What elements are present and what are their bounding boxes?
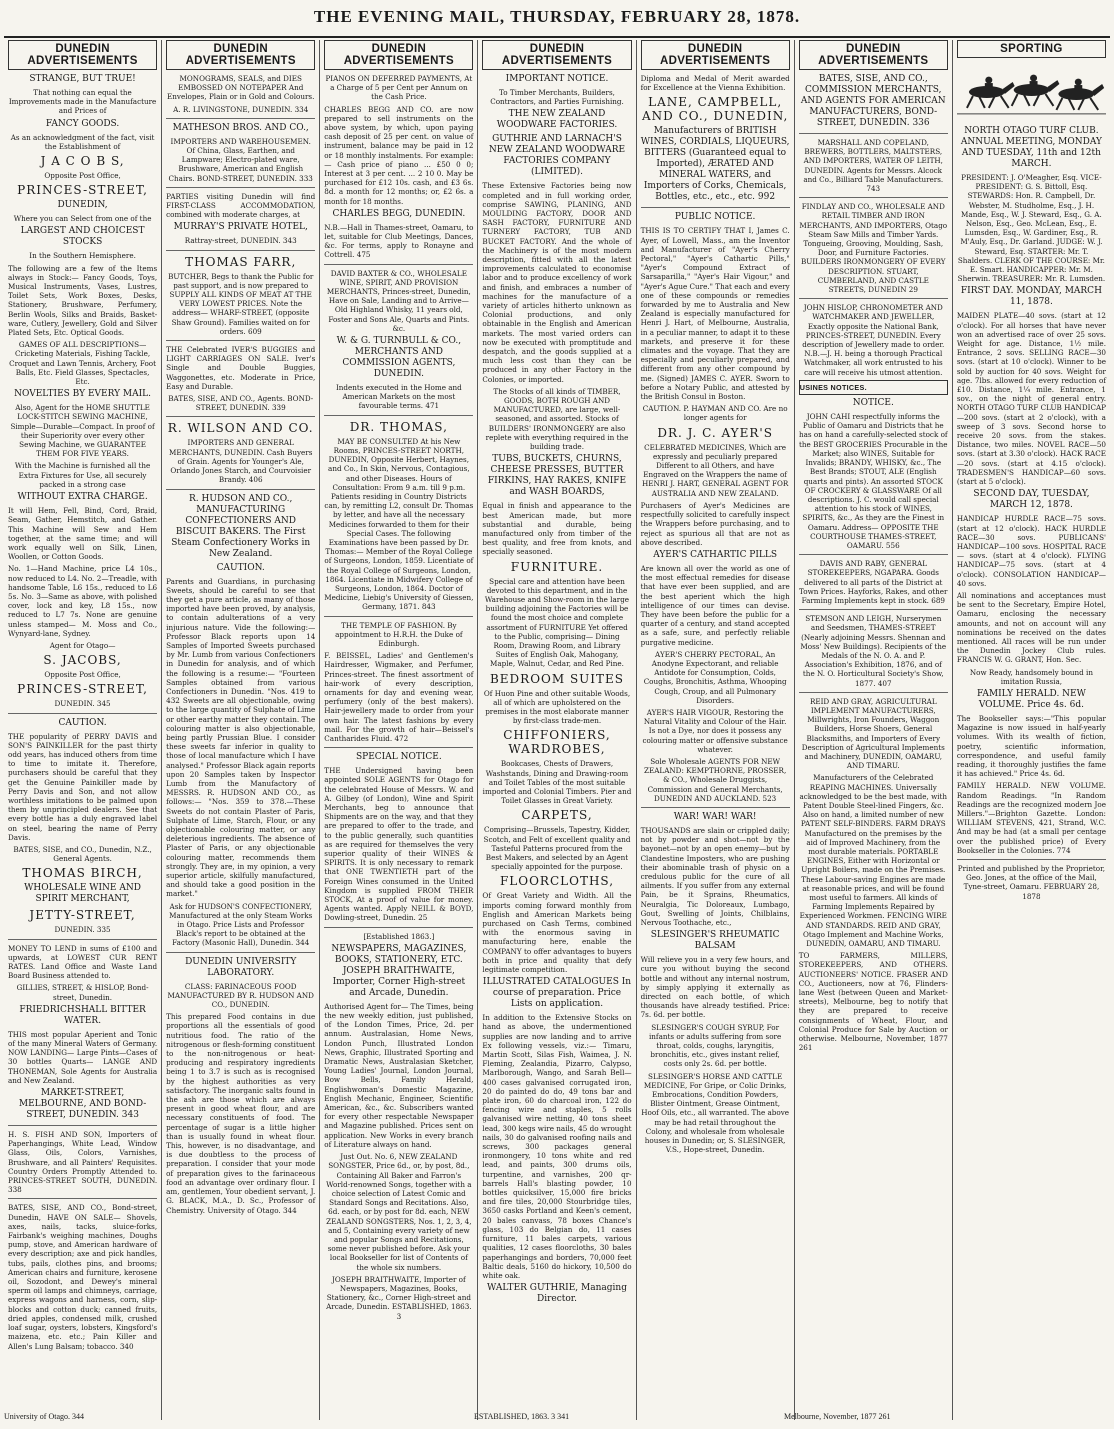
advertisement-text: NEWSPAPERS, MAGAZINES, BOOKS, STATIONERY, ETC. JOSEPH BRAITHWAITE, Importer, Corner High-street and Arcade, Dunedin.: [331, 943, 467, 998]
advertisement-text: THOUSANDS are slain or crippled daily; not by powder and shot—not by the bayonet—not by an open enemy—but by Clandestine Imposters, who are pushing their abominable trash of physic on a credulous public for the cure of all ailments. If you suffer from any external Pain, be it Sprains, Rheumatics, Neuralgia, Tic Doloreaux, Lumbago, Gout, Swelling of Joints, Chilblains, Nervous Toothache, etc.,: [640, 825, 790, 928]
advertisement-text: PRINCES-STREET,: [17, 682, 148, 697]
advertisement-text: IMPORTERS AND WAREHOUSEMEN. Of China, Glass, Earthen, and Lampware; Electro-plated ware, Brushware, American and English Chairs. BOND-STREET, DUNEDIN. 333: [168, 136, 313, 183]
advertisement-text: LANE, CAMPBELL, AND CO., DUNEDIN,: [642, 95, 789, 124]
advertisement-text: IMPORTANT NOTICE.: [505, 74, 609, 84]
advertisement-text: TUBS, BUCKETS, CHURNS, CHEESE PRESSES, BUTTER FIRKINS, HAY RAKES, KNIFE and WASH BOARDS,: [487, 454, 627, 498]
ad-divider: [324, 264, 473, 265]
advertisement-text: STEMSON AND LEIGH, Nurserymen and Seedsmen, THAMES-STREET (Nearly adjoining Messrs. Shennan and Moss' New Buildings). Recipients of the Medals of the N. O. A. and P. Association's Exhibition, 1876, and of the N. O. Horticultural Society's Show, 1877. 407: [800, 614, 947, 688]
column-header: DUNEDIN ADVERTISEMENTS: [641, 40, 790, 70]
advertisement-text: MONEY TO LEND in sums of £100 and upwards, at LOWEST CUR RENT RATES. Land Office and Waste Land Board Business attended to.: [8, 943, 158, 981]
advertisement-text: Are known all over the world as one of the most effectual remedies for disease that have ever been supplied, and are the best aperient which the high intelligence of our times can devise. They have been before the public for a quarter of a century, and stand accepted as a safe, sure, and perfectly reliable purgative medicine.: [640, 563, 790, 647]
advertisement-text: N.B.—Hall in Thames-street, Oamaru, to let, suitable for Club Meetings, Dances, &c. For terms, apply to Ronayne and Cottrell. 475: [324, 222, 474, 260]
advertisement-text: Also, Agent for the HOME SHUTTLE LOCK-STITCH SEWING MACHINE, Simple—Durable—Compact. In proof of their Superiority over every other Sewing Machine, we GUARANTEE THEM FOR FIVE YEARS.: [10, 403, 155, 459]
advertisement-text: FURNITURE.: [510, 559, 604, 574]
advertisement-text: WALTER GUTHRIE, Managing Director.: [487, 1283, 627, 1305]
ad-divider: [641, 807, 790, 808]
advertisement-text: JETTY-STREET,: [29, 908, 136, 923]
column-header: DUNEDIN ADVERTISEMENTS: [324, 40, 473, 70]
advertisement-text: PARTIES visiting Dunedin will find FIRST-CLASS ACCOMMODATION, combined with moderate charges, at: [166, 191, 316, 220]
advertisement-text: The Bookseller says:—"This popular Magazine is now issued in half-yearly volumes. With its wealth of fiction, poetry, scientific information, correspondence, and useful family reading, it thoroughly justifies the fame it has achieved." Price 4s. 6d.: [956, 713, 1106, 779]
masthead: THE EVENING MAIL, THURSDAY, FEBRUARY 28, 1878.: [313, 7, 801, 26]
advertisement-text: DR. THOMAS,: [349, 419, 448, 434]
masthead-rule: [4, 36, 1110, 38]
advertisement-text: Of Huon Pine and other suitable Woods, all of which are upholstered on the premises in the most elaborate manner by first-class trade-men.: [483, 688, 631, 726]
advertisement-text: REID AND GRAY, AGRICULTURAL IMPLEMENT MANUFACTURERS, Millwrights, Iron Founders, Waggon Builders, Horse Shoers, General Blacksmiths, and Importers of Every Description of Agricultural Implements and Machinery, DUNEDIN, OAMARU, AND TIMARU.: [801, 696, 945, 771]
footer-left: University of Otago. 344: [4, 1412, 84, 1421]
advertisement-text: JOSEPH BRAITHWAITE, Importer of Newspapers, Magazines, Books, Stationery, &c., Corner High-street and Arcade, Dunedin. ESTABLISHED, 1863. 3: [326, 1274, 472, 1321]
advertisement-text: FAMILY HERALD. NEW VOLUME. Random Readings. "In Random Readings are the recognized modern Joe Millers."—Brighton Gazette. London: WILLIAM STEVENS, 421, Strand, W.C. And may be had (at a small per centage over the published price) of Every Bookseller in the Colonies. 774: [956, 781, 1106, 855]
advertisement-text: WAR! WAR! WAR!: [673, 811, 757, 822]
advertisement-text: SECOND DAY, TUESDAY, MARCH 12, 1878.: [973, 489, 1090, 511]
column-7: [953, 40, 1110, 1420]
advertisement-text: THE Celebrated IVER'S BUGGIES and LIGHT CARRIAGES ON SALE. Iver's Single and Double Buggies, Waggonettes, etc. Moderate in Price, Easy and Durable.: [166, 345, 316, 391]
ad-divider: [799, 298, 948, 299]
advertisement-text: THIS most popular Aperient and Tonic of the many Mineral Waters of Germany. NOW LANDING— Large Pints—Cases of 30 bottles Quarts— LANGE AND THONEMAN, Sole Agents for Australia and New Zealand.: [8, 1029, 158, 1085]
column-header: DUNEDIN ADVERTISEMENTS: [8, 40, 157, 70]
advertisement-text: As an acknowledgment of the fact, visit the Establishment of: [10, 132, 155, 151]
advertisement-text: FINDLAY AND CO., WHOLESALE AND RETAIL TIMBER AND IRON MERCHANTS, AND IMPORTERS, Otago Steam Saw Mills and Timber Yards. Tongueing, Grooving, Moulding, Sash, Door, and Furniture Factories. BUILDERS IRONMONGERY OF EVERY DESCRIPTION. STUART, CUMBERLAND, AND CASTLE STREETS, DUNEDIN 29: [799, 202, 948, 295]
advertisement-text: DAVIS AND RABY, GENERAL STOREKEEPERS, NGAPARA. Goods delivered to all parts of the District at Town Prices. Hayforks, Rakes, and other Farming Implements kept in stock. 689: [799, 559, 948, 605]
advertisement-text: R. WILSON AND CO.: [167, 421, 314, 436]
advertisement-text: No. 1—Hand Machine, price L4 10s., now reduced to L4. No. 2—Treadle, with handsome Table, L6 15s., reduced to L6 5s. No. 3—Same as above, with polished cover, lock and key, L8 15s., now reduced to L7 7s. None are genuine unless stamped— M. Moss and Co., Wynyard-lane, Sydney.: [8, 564, 158, 638]
advertisement-text: FLOORCLOTHS,: [499, 874, 615, 889]
columns: [4, 40, 1110, 1420]
advertisement-text: This prepared Food contains in due proportions all the essentials of good nutritious food. The ratio of the nitrogenous or flesh-forming constituent to the non-nitrogenous or heat-producing and respiratory ingredients being 1 to 3.7 is such as is recognised by the highest authorities as very satisfactory. The inorganic salts found in the ash are those which are always present in good wheat flour, and are necessary constituents of food. The percentage of sugar is a little higher than is usually found in wheat flour. This, however, is no disadvantage, and is due doubtless to the process of preparation. I consider that your mode of preparation gives to the farinaceous food an advantage over ordinary flour. I am, gentlemen, Your obedient servant, J. G. BLACK, M.A., D. Sc., Professor of Chemistry. University of Otago. 344: [166, 1012, 316, 1215]
advertisement-text: BATES, SISE, AND CO., Bond-street, Dunedin, HAVE ON SALE— Shovels, axes, nails, tacks, sluice-forks, Fairbank's weighing machines, Doughs pump, stove, and American hardware of every description; axe and pick handles, tubs, pails, clothes pins, and brooms; American chairs and furniture, kerosene oil, Sozodont, and Dewey's mineral sperm oil lamps and chimneys, carriage, express wagons and harness, corn, slip-blocks and cotton duck; canned fruits, dried apples, condensed milk, crushed loaf sugar, oysters, lobsters, Kingsford's maizena, etc. etc.; Pain Killer and Allen's Lung Balsam; tobacco. 340: [8, 1203, 158, 1351]
advertisement-text: Just Out. No. 6, NEW ZEALAND SONGSTER, Price 6d., or, by post, 8d., Containing All Baker and Farron's World-renowned Songs, together with a choice selection of Latest Comic and Standard Songs and Recitations. Also, 6d. each, or by post for 8d. each, NEW ZEALAND SONGSTERS, Nos. 1, 2, 3, 4, and 5, Containing every variety of new and popular Songs and Recitations, some never published before. Ask your local Bookseller for list of Contents of the whole six numbers.: [326, 1152, 472, 1272]
ad-divider: [799, 197, 948, 198]
ad-divider: [799, 554, 948, 555]
advertisement-text: MURRAY'S PRIVATE HOTEL,: [173, 222, 308, 233]
advertisement-text: DUNEDIN,: [57, 200, 108, 211]
advertisement-text: Special care and attention have been devoted to this department, and in the Warehouse and Show-room in the large building adjoining the Factories will be found the most choice and complete assortment of FURNITURE Yet offered to the Public, comprising— Dining Room, Drawing Room, and Library Suites of English Oak, Mahogany, Maple, Walnut, Cedar, and Red Pine.: [484, 576, 630, 669]
advertisement-text: WITHOUT EXTRA CHARGE.: [17, 492, 148, 503]
advertisement-text: Opposite Post Office,: [44, 171, 121, 181]
ad-divider: [166, 118, 315, 119]
advertisement-text: H. S. FISH AND SON, Importers of Paperhangings, White Lead, Window Glass, Oils, Colors, Varnishes, Brushware, and all Painters' Requisites. Country Orders Promptly Attended to. PRINCES-STREET SOUTH, DUNEDIN. 338: [8, 1130, 158, 1195]
advertisement-text: MATHESON BROS. AND CO.,: [172, 122, 309, 133]
advertisement-text: FANCY GOODS.: [45, 118, 120, 129]
advertisement-text: AYER'S CHERRY PECTORAL, An Anodyne Expectorant, and reliable Antidote for Consumption, Colds, Coughs, Bronchitis, Asthma, Whooping Cough, Croup, and all Pulmonary Disorders.: [643, 649, 787, 705]
advertisement-text: MARSHALL AND COPELAND, BREWERS, BOTTLERS, MALTSTERS, AND IMPORTERS, WATER OF LEITH, DUNEDIN. Agents for Messrs. Alcock and Co., Billiard Table Manufacturers. 743: [803, 138, 944, 194]
advertisement-text: THE NEW ZEALAND WOODWARE FACTORIES.: [496, 109, 618, 131]
ad-divider: [8, 1198, 157, 1199]
advertisement-text: IMPORTERS AND GENERAL MERCHANTS, DUNEDIN. Cash Buyers of Grain. Agents for Younger's Ale, Orlando Jones Starch, and Courvoisier Brandy. 406: [169, 438, 313, 485]
advertisement-text: [Established 1863.]: [363, 931, 435, 941]
ad-divider: [166, 952, 315, 953]
advertisement-text: DUNEDIN UNIVERSITY LABORATORY.: [185, 956, 297, 978]
horse-race-illustration: [957, 62, 1106, 122]
advertisement-text: WHOLESALE WINE AND SPIRIT MERCHANT,: [24, 883, 141, 905]
ad-divider: [8, 1125, 157, 1126]
advertisement-text: SLESINGER'S RHEUMATIC BALSAM: [650, 930, 780, 952]
advertisement-text: CLASS: FARINACEOUS FOOD MANUFACTURED BY R. HUDSON AND CO., DUNEDIN.: [167, 981, 314, 1010]
advertisement-text: Where you can Select from one of the: [13, 214, 152, 224]
advertisement-text: FRIEDRICHSHALL BITTER WATER.: [19, 1004, 146, 1026]
column-header: DUNEDIN ADVERTISEMENTS: [799, 40, 948, 70]
advertisement-text: Ask for HUDSON'S CONFECTIONERY, Manufactured at the only Steam Works in Otago. Price Lists and Professor Black's report to be obtained at the Factory (Masonic Hall), Dunedin. 344: [169, 901, 313, 948]
advertisement-text: SLESINGER'S HORSE AND CATTLE MEDICINE, For Gripe, or Colic Drinks, Embrocations, Condition Powders, Blister Ointment, Grease Ointment, Hoof Oils, etc., all warranted. The above may be had retail throughout the Colony, and wholesale from wholesale houses in Dunedin; or, S. SLESINGER, V.S., Hope-street, Dunedin.: [641, 1071, 790, 1155]
advertisement-text: Parents and Guardians, in purchasing Sweets, should be careful to see that they get a pure article, as many of those imported have been proved, by analysis, to contain adulterations of a very injurious nature. Vide the following:— Professor Black reports upon 14 Samples of Imported Sweets purchased by Mr. Lumb from various Confectioners in Dunedin for analysis, and of which the following is a resume:— "Fourteen Samples obtained from various Confectioners in Dunedin. "Nos. 419 to 432 Sweets are all objectionable, owing to the large quantity of Sulphate of Lime or other earthy matter they contain. The colouring matter is also objectionable, being partly Prussian Blue. I consider these sweets far inferior in quality to those of local manufacture which I have analysed." Professor Black again reports upon 20 Samples taken by Inspector Lumb from the Manufactory of MESSRS. R. HUDSON AND CO., as follows:— "Nos. 359 to 378.—These Sweets do not contain Plaster of Paris, Sulphate of Lime, Starch, Flour, or any objectionable colouring matter, or any deleterious ingredients. The absence of Plaster of Paris, or any objectionable colouring matter, recommends them strongly. They are, in my opinion, a very superior article, skilfully manufactured, and should take a good position in the market.": [166, 576, 316, 899]
ad-divider: [324, 747, 473, 748]
advertisement-text: Bookcases, Chests of Drawers, Washstands, Dining and Drawing-room and Toilet Tables of the most suitable imported and Colonial Timbers. Pier and Toilet Glasses in Great Variety.: [482, 759, 632, 806]
ad-divider: [324, 927, 473, 928]
advertisement-text: JOHN CAHI respectfully informs the Public of Oamaru and Districts that he has on hand a carefully-selected stock of the BEST GROCERIES Procurable in the Market; also WINES, Suitable for Invalids; BRANDY, WHISKY, &c., The Best Brands; STOUT, ALE (English quarts and pints). An assorted STOCK OF CROCKERY & GLASSWARE Of all descriptions. J. C. would call special attention to his stock of WINES, SPIRITS, &c., As they are the Finest in Oamaru. Address— OPPOSITE THE COURTHOUSE THAMES-STREET, OAMARU. 556: [798, 412, 948, 550]
advertisement-text: CHARLES BEGG, DUNEDIN.: [332, 208, 466, 219]
column-header: DUNEDIN ADVERTISEMENTS: [482, 40, 631, 70]
advertisement-text: Manufacturers of the Celebrated REAPING MACHINES. Universally acknowledged to be the best made, with Patent Double Steel-lined Fingers, &c. Also on hand, a limited number of new PATENT SELF-BINDERS. FARM DRAYS Manufactured on the premises by the aid of Improved Machinery, from the most durable materials. PORTABLE ENGINES, Either with Horizontal or Upright Boilers, made on the Premises. These Labour-saving Engines are made at reasonable prices, and will be found most useful to farmers. All kinds of Farming Implements Repaired by Experienced Workmen. FENCING WIRE AND STANDARDS. REID AND GRAY, Otago Implement and Machine Works, DUNEDIN, OAMARU, AND TIMARU.: [799, 773, 948, 949]
ad-divider: [324, 415, 473, 416]
advertisement-text: Indents executed in the Home and American Markets on the most favourable terms. 471: [335, 383, 462, 411]
column-4: [478, 40, 636, 1420]
advertisement-text: Rattray-street, DUNEDIN. 343: [184, 236, 297, 246]
advertisement-text: FAMILY HERALD. NEW VOLUME. Price 4s. 6d.: [976, 688, 1086, 710]
footer-mid: ESTABLISHED, 1863. 3 341: [474, 1412, 570, 1421]
advertisement-text: A. R. LIVINGSTONE, DUNEDIN. 334: [173, 104, 309, 114]
advertisement-text: CARPETS,: [521, 808, 593, 823]
advertisement-text: CELEBRATED MEDICINES, Which are expressly and peculiarly prepared Different to all Others, and have Engraved on the Wrappers the name of HENRI J. HART, GENERAL AGENT FOR AUSTRALIA AND NEW ZEALAND.: [641, 442, 789, 498]
ad-divider: [166, 416, 315, 417]
advertisement-text: TO FARMERS, MILLERS, STOREKEEPERS, AND OTHERS. AUCTIONEERS' NOTICE. FRASER AND CO., Auctioneers, now at 76, Flinders-lane West (between Queen and Market-streets), Melbourne, beg to notify that they are prepared to receive consignments of Wheat, Flour, and Colonial Produce for Sale by Auction or otherwise. Melbourne, November, 1877 261: [798, 951, 948, 1053]
column-6: [795, 40, 953, 1420]
section-header: USINES NOTICES.: [799, 380, 948, 395]
advertisement-text: SPECIAL NOTICE.: [356, 752, 442, 763]
advertisement-text: GAMES OF ALL DESCRIPTIONS— Cricketing Materials, Fishing Tackle, Croquet and Lawn Tennis, Archery, Foot Balls, Etc. Field Glasses, Spectacles, Etc.: [9, 340, 157, 387]
advertisement-text: NOTICE.: [852, 398, 894, 409]
advertisement-text: BATES, SISE, and CO., Dunedin, N.Z., General Agents.: [13, 844, 152, 864]
advertisement-text: In the Southern Hemisphere.: [29, 251, 136, 261]
advertisement-text: BEDROOM SUITES: [489, 671, 625, 686]
advertisement-text: It will Hem, Fell, Bind, Cord, Braid, Seam, Gather, Hemstitch, and Gather. This Machine will Sew and Hem together, at the same time; and will work equally well on Silk, Linen, Woollen, or Cotton Goods.: [8, 506, 158, 562]
ad-divider: [166, 250, 315, 251]
advertisement-text: THOMAS FARR,: [185, 254, 297, 269]
advertisement-text: PRESIDENT: J. O'Meagher, Esq. VICE-PRESIDENT: G. S. Bittoll, Esq. STEWARDS: Hon. R. Campbell, Dr. Webster, M. Studholme, Esq., J. H. Mande, Esq., W. J. Steward, Esq., G. A. Nelson, Esq., Geo. McLean, Esq., E. Lumsden, Esq., W. Gardiner, Esq., R. M'Auly, Esq., Dr. Garland. JUDGE: W. J. Steward, Esq. STARTER: Mr. T. Shalders. CLERK OF THE COURSE: Mr. E. Smart. HANDICAPPER: Mr. M. Sherwin. TREASURER: Mr. R. Lumsden.: [957, 173, 1106, 284]
advertisement-text: CHIFFONIERS, WARDROBES,: [503, 728, 611, 757]
advertisement-text: Opposite Post Office,: [44, 670, 121, 680]
advertisement-text: DR. J. C. AYER'S: [657, 425, 773, 440]
advertisement-text: PRINCES-STREET,: [17, 183, 148, 198]
advertisement-text: DAVID BAXTER & CO., WHOLESALE WINE, SPIRIT, AND PROVISION MERCHANTS, Princes-street, Dunedin, Have on Sale, Landing and to Arrive— Old Highland Whisky, 11 years old, Foster and Sons Ale, Quarts and Pints. &c.: [326, 268, 471, 333]
advertisement-text: HANDICAP HURDLE RACE—75 sovs. (start at 12 o'clock). HACK HURDLE RACE—30 sovs. PUBLICANS' HANDICAP—100 sovs. HOSPITAL RACE— sovs. (start at 4 o'clock). FLYING HANDICAP—75 sovs. (start at 4 o'clock). CONSOLATION HANDICAP—40 sovs.: [956, 514, 1106, 588]
advertisement-text: STRANGE, BUT TRUE!: [29, 74, 136, 84]
advertisement-text: Authorised Agent for— The Times, being the new weekly edition, just published, of the London Times, Price, 2d. per annum. Australasian, Home News, London Punch, Illustrated London News, Graphic, Illustrated Sporting and Dramatic News, Australasian Sketcher, Young Ladies' Journal, London Journal, Bow Bells, Family Herald, Englishwoman's Domestic Magazine, English Mechanic, Engineer, Scientific American, &c., &c. Subscribers wanted for every other respectable Newspaper and Magazine published. Prices sent on application. New Works in every branch of Literature always on hand.: [324, 1001, 474, 1149]
ad-divider: [799, 133, 948, 134]
advertisement-text: LARGEST AND CHOICEST STOCKS: [20, 226, 145, 248]
advertisement-text: Printed and published by the Proprietor, Geo. Jones, at the office of the Mail, Tyne-street, Oamaru. FEBRUARY 28, 1878: [957, 864, 1106, 901]
advertisement-text: Now Ready, handsomely bound in imitation Russia,: [969, 667, 1093, 686]
ad-divider: [166, 489, 315, 490]
column-2: [162, 40, 320, 1420]
advertisement-text: JOHN HISLOP, CHRONOMETER AND WATCHMAKER AND JEWELLER, Exactly opposite the National Bank, PRINCES-STREET, DUNEDIN. Every description of Jewellery made to order. N.B.—J. H. being a thorough Practical Watchmaker, all work entrusted to his care will receive his utmost attention.: [802, 303, 945, 377]
advertisement-text: GUTHRIE AND LARNACH'S NEW ZEALAND WOODWARE FACTORIES COMPANY (LIMITED).: [488, 134, 626, 178]
advertisement-text: CHARLES BEGG AND CO. are now prepared to sell instruments on the above system, by which, upon paying cash deposit of 25 per cent. on value of instrument, balance may be paid in 12 or 18 monthly instalments. For example:— Cash price of piano ... £50 0 0; Interest at 3 per cent. ... 2 10 0. May be purchased for £12 10s. cash, and £3 6s. 8d. a month for 12 months; or, £2 6s. a month for 18 months.: [324, 104, 474, 206]
advertisement-text: DUNEDIN. 345: [54, 699, 111, 709]
ad-divider: [957, 859, 1106, 860]
advertisement-text: S. JACOBS,: [43, 653, 122, 668]
advertisement-text: BATES, SISE, AND CO., Agents. BOND-STREET, DUNEDIN. 339: [168, 394, 314, 413]
ad-divider: [799, 692, 948, 693]
advertisement-text: BUTCHER, Begs to thank the Public for past support, and is now prepared to SUPPLY ALL KINDS OF MEAT AT THE VERY LOWEST PRICES. Note the address— WHARF-STREET, (opposite Shaw Ground). Families waited on for orders. 609: [168, 271, 314, 336]
advertisement-text: CAUTION. P. HAYMAN AND CO. Are no longer agents for: [642, 404, 788, 423]
advertisement-text: Purchasers of Ayer's Medicines are respectfully solicited to carefully inspect the Wrappers before purchasing, and to reject as spurious all that are not as above described.: [640, 500, 790, 547]
advertisement-text: F. BEISSEL, Ladies' and Gentlemen's Hairdresser, Wigmaker, and Perfumer, Princes-street. The finest assortment of hair-work of every description, ornaments for day and evening wear, perfumery (only of the best makers). Hair-jewellery made to order from your own hair. The latest fashions by every mail. For the growth of hair—Beissel's Cantharides Fluid. 472: [324, 651, 474, 743]
ad-divider: [166, 187, 315, 188]
ad-divider: [324, 616, 473, 617]
advertisement-text: PIANOS ON DEFERRED PAYMENTS, At a Charge of 5 per Cent per Annum on the Cash Price.: [325, 74, 473, 102]
advertisement-text: THE popularity of PERRY DAVIS and SON'S PAINKILLER for the past thirty odd years, has induced others from time to time to imitate it. Therefore, purchasers should be careful that they get the Genuine Painkiller made by Perry Davis and Son, and not allow worthless imitations to be palmed upon them by unprincipled dealers. See that every bottle has a duly engraved label on steel, bearing the name of Perry Davis.: [8, 731, 158, 842]
advertisement-text: To Timber Merchants, Builders, Contractors, and Parties Furnishing.: [490, 88, 624, 107]
advertisement-text: PUBLIC NOTICE.: [674, 212, 756, 223]
advertisement-text: MAY BE CONSULTED At his New Rooms, PRINCES-STREET NORTH, DUNEDIN, Opposite Herbert, Haynes, and Co., In Skin, Nervous, Contagious, and other Diseases. Hours of Consultation: From 9 a.m. till 9 p.m. Patients residing in Country Districts can, by remitting L2, consult Dr. Thomas by letter, and have all the necessary Medicines forwarded to them for their Special Cases. The following Examinations have been passed by Dr. Thomas:— Member of the Royal College of Surgeons, London, 1859. Licentiate of the Royal College of Surgeons, London, 1864. Licentiate in Midwifery College of Surgeons, London, 1864. Doctor of Medicine, Liebig's University of Giessen, Germany, 1871. 843: [324, 436, 474, 612]
ad-divider: [166, 340, 315, 341]
advertisement-text: Comprising—Brussels, Tapestry, Kidder, Scotch, and Felt of excellent quality and Tasteful Patterns procured from the Best Makers, and selected by an Agent specially appointed for the purpose.: [483, 825, 631, 872]
advertisement-text: J A C O B S,: [40, 154, 125, 169]
column-5: [637, 40, 795, 1420]
advertisement-text: AYER'S HAIR VIGOUR, Restoring the Natural Vitality and Colour of the Hair. Is not a Dye, nor does it possess any colouring matter or offensive substance whatever.: [642, 707, 788, 754]
column-1: [4, 40, 162, 1420]
advertisement-text: Agent for Otago—: [49, 640, 116, 650]
advertisement-text: NORTH OTAGO TURF CLUB. ANNUAL MEETING, MONDAY AND TUESDAY, 11th and 12th MARCH.: [960, 126, 1102, 169]
column-header: SPORTING: [957, 40, 1106, 58]
advertisement-text: THE Undersigned having been appointed SOLE AGENTS for Otago for the celebrated House of Messrs. W. and A. Gilbey (of London), Wine and Spirit Merchants, beg to announce that Shipments are on the way, and that they are prepared to offer to the trade, and to the public generally, such quantities as are required for themselves the very superior quality of their WINES & SPIRITS. It is only necessary to remark that ONE TWENTIETH part of the Foreign Wines consumed in the United Kingdom is supplied FROM THEIR STOCK, At a proof of value for money. Agents wanted. Apply NEILL & BOYD, Dowling-street, Dunedin. 25: [324, 766, 474, 923]
advertisement-text: These Extensive Factories being now completed and in full working order, comprise SAWING, PLANING, AND MOULDING FACTORY, DOOR AND SASH FACTORY, FURNITURE AND TURNERY FACTORY, TUB AND BUCKET FACTORY. And the whole of the Machinery is of the most modern description, fitted with all the latest improvements calculated to economise labor and to produce excellency of work and finish, and embraces a number of machines for the manufacture of a variety of articles hitherto unknown as Colonial productions, and only obtainable in the English and American markets. The most varied orders can now be executed with promptitude and despatch, and the goods supplied at a much less cost than they can be produced in any other Factory in the Colonies, or imported.: [482, 181, 632, 384]
advertisement-text: In addition to the Extensive Stocks on hand as above, the undermentioned supplies are now landing and to arrive Ex following vessels, viz.:— Timaru, Martin Scott, Silas Fish, Waimea, J. N. Fleming, Zealandia, Pizarro, Calypso, Marlborough, Wango, and Sarah Bell— 400 cases galvanised corrugated iron, 20 do painted do do, 49 tons bar and plate iron, 60 do charcoal iron, 122 do fencing wire and staples, 5 rolls galvanised wire netting, 40 tons sheet lead, 300 kegs wire nails, 45 do wrought nails, 30 do galvanised roofing nails and screws, 300 packages general ironmongery, 10 tons white and red lead, and paints, 300 drums oils, turpentine, and varnishes, 200 qr-barrels Hall's blasting powder, 10 bottles quicksilver, 15,000 fire bricks and fire tiles, 20,000 Stourbridge tiles, 3650 casks Portland and Keen's cement, 20 bales canvass, 78 boxes Chance's glass, 103 do Belgian do, 11 cases furniture, 11 bales carpets, various qualities, 12 cases floorcloths, 30 bales paperhangings and borders, 70,000 feet Baltic deals, 5160 do hickory, 10,500 do white oak.: [482, 1013, 632, 1280]
advertisement-text: Manufacturers of BRITISH WINES, CORDIALS, LIQUEURS, BITTERS (Guaranteed equal to Imported), ÆRATED AND MINERAL WATERS, and Importers of Corks, Chemicals, Bottles, etc., etc., etc. 992: [640, 126, 790, 203]
advertisement-text: FIRST DAY. MONDAY, MARCH 11, 1878.: [960, 286, 1102, 308]
advertisement-text: R. HUDSON AND CO., MANUFACTURING CONFECTIONERS AND BISCUIT BAKERS. The First Steam Confectionery Works in New Zealand.: [171, 493, 311, 559]
advertisement-text: Equal in finish and appearance to the best American made, but more substantial and durable, being manufactured only from timber of the best quality, and free from knots, and specially seasoned.: [482, 501, 632, 557]
ad-divider: [641, 207, 790, 208]
advertisement-text: Will relieve you in a very few hours, and cure you without buying the second bottle and without any internal nostrum, by simply applying it externally as directed on each bottle, of which thousands have already testified. Price: 7s. 6d. per bottle.: [640, 955, 790, 1020]
advertisement-text: THOMAS BIRCH,: [22, 866, 143, 881]
advertisement-text: SLESINGER'S COUGH SYRUP, For infants or adults suffering from sore throat, colds, coughs, laryngitis, bronchitis, etc., gives instant relief, costs only 2s. 6d. per bottle.: [649, 1022, 782, 1069]
advertisement-text: Of Great Variety and Width. All the imports coming forward monthly from English and American Markets being purchased on Cash Terms, combined with the enormous saving in manufacturing here, enable the COMPANY to offer advantages to buyers both in price and quality that defy legitimate competition.: [482, 891, 632, 975]
advertisement-text: MARKET-STREET, MELBOURNE, AND BOND-STREET, DUNEDIN. 343: [18, 1088, 147, 1121]
advertisement-text: AYER'S CATHARTIC PILLS: [653, 549, 778, 560]
column-3: [320, 40, 478, 1420]
advertisement-text: CAUTION.: [216, 562, 265, 573]
advertisement-text: ILLUSTRATED CATALOGUES In course of preparation. Price Lists on application.: [482, 977, 632, 1010]
advertisement-text: All nominations and acceptances must be sent to the Secretary, Empire Hotel, Oamaru, enclosing the necessary amounts, and not on account will any nominations be received on the dates mentioned. All races will be run under the Dunedin Jockey Club rules. FRANCIS W. G. GRANT, Hon. Sec.: [956, 590, 1106, 665]
footer-right: Melbourne, November, 1877 261: [784, 1412, 891, 1421]
advertisement-text: W. & G. TURNBULL & CO., MERCHANTS AND COMMISSION AGENTS, DUNEDIN.: [336, 336, 462, 380]
advertisement-text: MAIDEN PLATE—40 sovs. (start at 12 o'clock). For all horses that have never won an advertised race of over 25 sovs. Weight for age. Distance, 1½ mile. Entrance, 2 sovs. SELLING RACE—30 sovs. (start at 10 o'clock). Winner to be sold by auction for 40 sovs. Weight for age. 7lbs. allowed for every reduction of £10. Distance, 1¼ mile. Entrance, 1 sov., on the night of general entry. NORTH OTAGO TURF CLUB HANDICAP—200 sovs. (start at 2 o'clock), with a sweep of 3 sovs. Second horse to receive 20 sovs. from the stakes. Distance, two miles. NOVEL RACE—50 sovs. (start at 3.30 o'clock). HACK RACE—20 sovs. (start at 4.15 o'clock). TRADESMEN'S HANDICAP—60 sovs. (start at 5 o'clock).: [956, 311, 1106, 487]
advertisement-text: BATES, SISE, AND CO., COMMISSION MERCHANTS, AND AGENTS FOR AMERICAN MANUFACTURERS, BOND-STREET, DUNEDIN. 336: [800, 74, 946, 128]
advertisement-text: THIS IS TO CERTIFY THAT I, James C. Ayer, of Lowell, Mass., am the Inventor and Manufacturer of "Ayer's Cherry Pectoral," "Ayer's Cathartic Pills," "Ayer's Compound Extract of Sarsaparilla," "Ayer's Hair Vigour," and "Ayer's Ague Cure." That each and every one of these compounds or remedies forwarded by me to Australia and New Zealand is especially manufactured for Henri J. Hart, of Melbourne, Australia, in a peculiar manner, to adapt it to these markets, and preserve it for these climates and the voyage. That they are especially and peculiarly prepared, and different from any other compound by me. (Signed) JAMES C. AYER. Sworn to before a Notary Public, and attested by the British Consul in Boston.: [640, 226, 790, 402]
ad-divider: [8, 713, 157, 714]
advertisement-text: Sole Wholesale AGENTS FOR NEW ZEALAND: KEMPTHORNE, PROSSER, & CO., Wholesale Druggists, Commission and General Merchants, DUNEDIN AND AUCKLAND. 523: [644, 756, 787, 803]
advertisement-text: NOVELTIES BY EVERY MAIL.: [14, 389, 151, 400]
advertisement-text: DUNEDIN. 335: [54, 925, 111, 935]
advertisement-text: The following are a few of the Items always in Stock:— Fancy Goods, Toys, Musical Instruments, Vases, Lustres, Toilet Sets, Work Boxes, Desks, Stationery, Brushware, Perfumery, Berlin Wools, Silks and Braids, Basket-ware, Cutlery, Jewellery, Gold and Silver Plated Sets, Etc. Optical Goods.: [8, 263, 158, 338]
advertisement-text: With the Machine is furnished all the Extra Fixtures for Use, all securely packed in a strong case: [14, 461, 151, 489]
column-header: DUNEDIN ADVERTISEMENTS: [166, 40, 315, 70]
advertisement-text: CAUTION.: [58, 717, 107, 728]
advertisement-text: GILLIES, STREET, & HISLOP, Bond-street, Dunedin.: [16, 983, 149, 1002]
advertisement-text: Diploma and Medal of Merit awarded for Excellence at the Vienna Exhibition.: [640, 74, 790, 93]
ad-divider: [799, 609, 948, 610]
advertisement-text: MONOGRAMS, SEALS, and DIES EMBOSSED ON NOTEPAPER And Envelopes, Plain or in Gold and Colours.: [167, 74, 315, 102]
advertisement-text: THE TEMPLE OF FASHION. By appointment to H.R.H. the Duke of Edinburgh.: [335, 620, 463, 648]
ad-divider: [8, 939, 157, 940]
advertisement-text: The Stocks of all kinds of TIMBER, GOODS, BOTH ROUGH AND MANUFACTURED, are large, well-seasoned, and assorted. Stocks of BUILDERS' IRONMONGERY are also replete with everything required in the building trade.: [485, 386, 629, 452]
advertisement-text: That nothing can equal the Improvements made in the Manufacture and Prices of: [8, 88, 157, 116]
